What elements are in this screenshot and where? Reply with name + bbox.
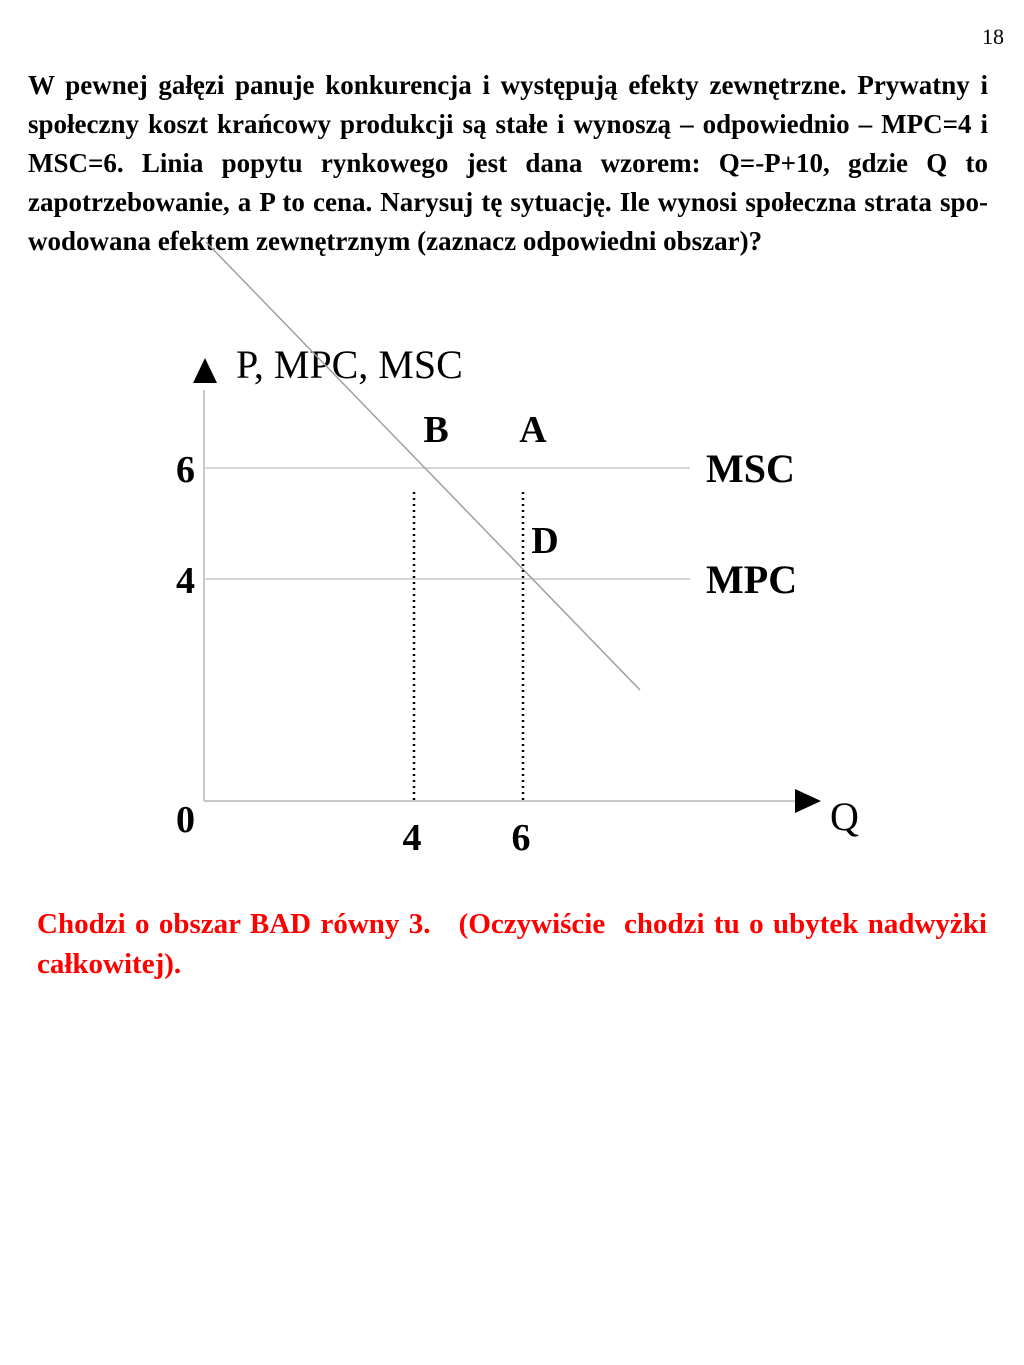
y-tick-4: 4 <box>176 560 195 602</box>
y-axis-arrow <box>193 358 217 383</box>
point-label-d: D <box>531 520 559 562</box>
x-tick-4: 4 <box>402 817 422 859</box>
point-label-a: A <box>519 409 547 451</box>
demand-line <box>206 242 640 690</box>
series-mpc-label: MPC <box>706 557 798 602</box>
answer-text: Chodzi o obszar BAD równy 3. (Oczywiście chodzi tu o ubytek nadwyżki całkowitej). <box>37 908 995 980</box>
y-axis-label: P, MPC, MSC <box>236 342 463 387</box>
page-number: 18 <box>982 24 1004 49</box>
point-label-b: B <box>423 409 449 451</box>
y-tick-0: 0 <box>176 799 195 841</box>
chart <box>0 330 1024 890</box>
series-msc-label: MSC <box>706 446 795 491</box>
x-axis-label: Q <box>830 794 859 839</box>
x-axis-arrow <box>795 789 821 813</box>
problem-text: W pewnej gałęzi panuje konkurencja i występują efekty zewnętrzne. Prywatny i społeczny koszt krańcowy produkcji są stałe i wynoszą – odpowiednio – MPC=4 i MSC=6. Linia popytu rynkowego jest dana wzorem: Q=-P+10, gdzie Q to zapotrzebowanie, a P to cena. Narysuj tę sytuację. Ile wynosi społeczna strata spowodowana efektem zewnętrznym (zaznacz odpowiedni obszar)? <box>28 70 988 256</box>
y-tick-6: 6 <box>176 449 195 491</box>
x-tick-6: 6 <box>511 817 531 859</box>
